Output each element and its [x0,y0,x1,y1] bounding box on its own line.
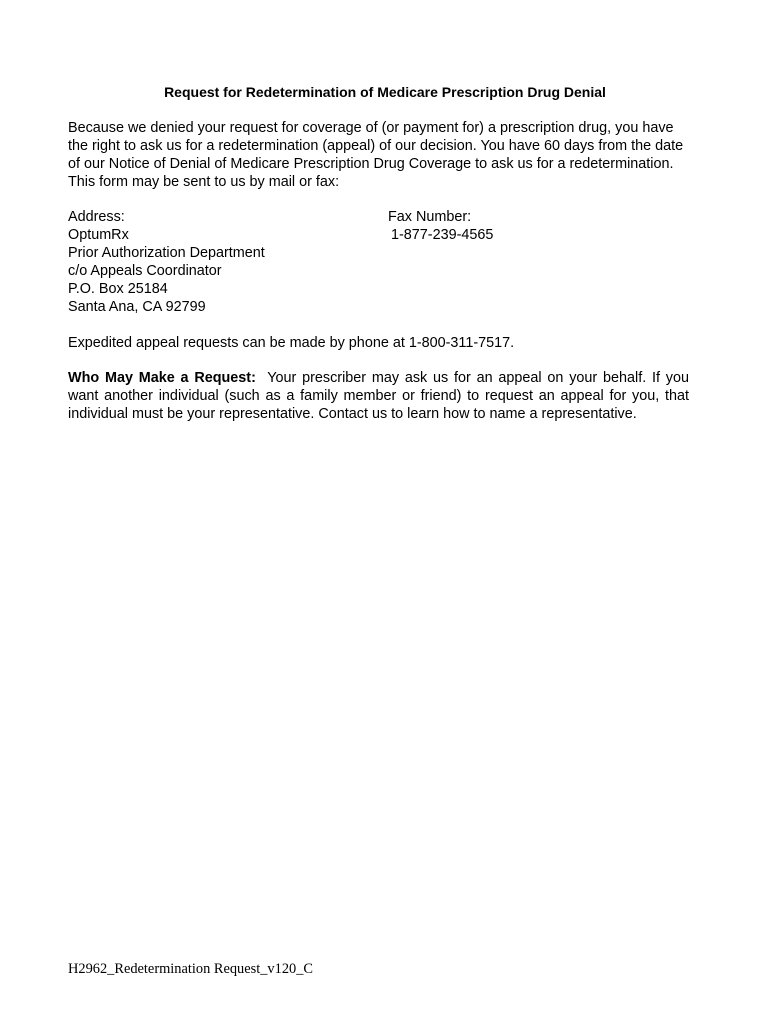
address-label: Address: [68,209,125,225]
who-may-request-body: Your prescriber may ask us for an appeal on your behalf. If you want another individual (such as a family member or friend) to request an appeal for you, that individual must be your representative. Contact us to learn how to name a representative. [68,370,693,422]
address-line-organization: OptumRx [68,227,129,243]
document-title: Request for Redetermination of Medicare Prescription Drug Denial [164,84,606,100]
fax-block [388,208,493,244]
fax-number: 1-877-239-4565 [391,227,494,243]
address-line-city-state-zip: Santa Ana, CA 92799 [68,299,206,315]
address-line-po-box: P.O. Box 25184 [68,281,168,297]
mailing-address-block [68,208,265,316]
address-line-department: Prior Authorization Department [68,245,265,261]
expedited-appeal-text: Expedited appeal requests can be made by phone at 1-800-311-7517. [68,335,515,351]
form-footer-code: H2962_Redetermination Request_v120_C [68,961,314,977]
address-line-attention: c/o Appeals Coordinator [68,263,222,279]
who-may-request-heading: Who May Make a Request: [68,370,256,386]
who-may-request-paragraph [68,369,693,423]
intro-paragraph: Because we denied your request for coverage of (or payment for) a prescription drug, you have the right to ask us for a redetermination (appeal) of our decision. You have 60 days from the date of our Notice of Denial of Medicare Prescription Drug Coverage to ask us for a redetermination. This form may be sent to us by mail or fax: [68,120,684,190]
fax-label: Fax Number: [388,209,472,225]
